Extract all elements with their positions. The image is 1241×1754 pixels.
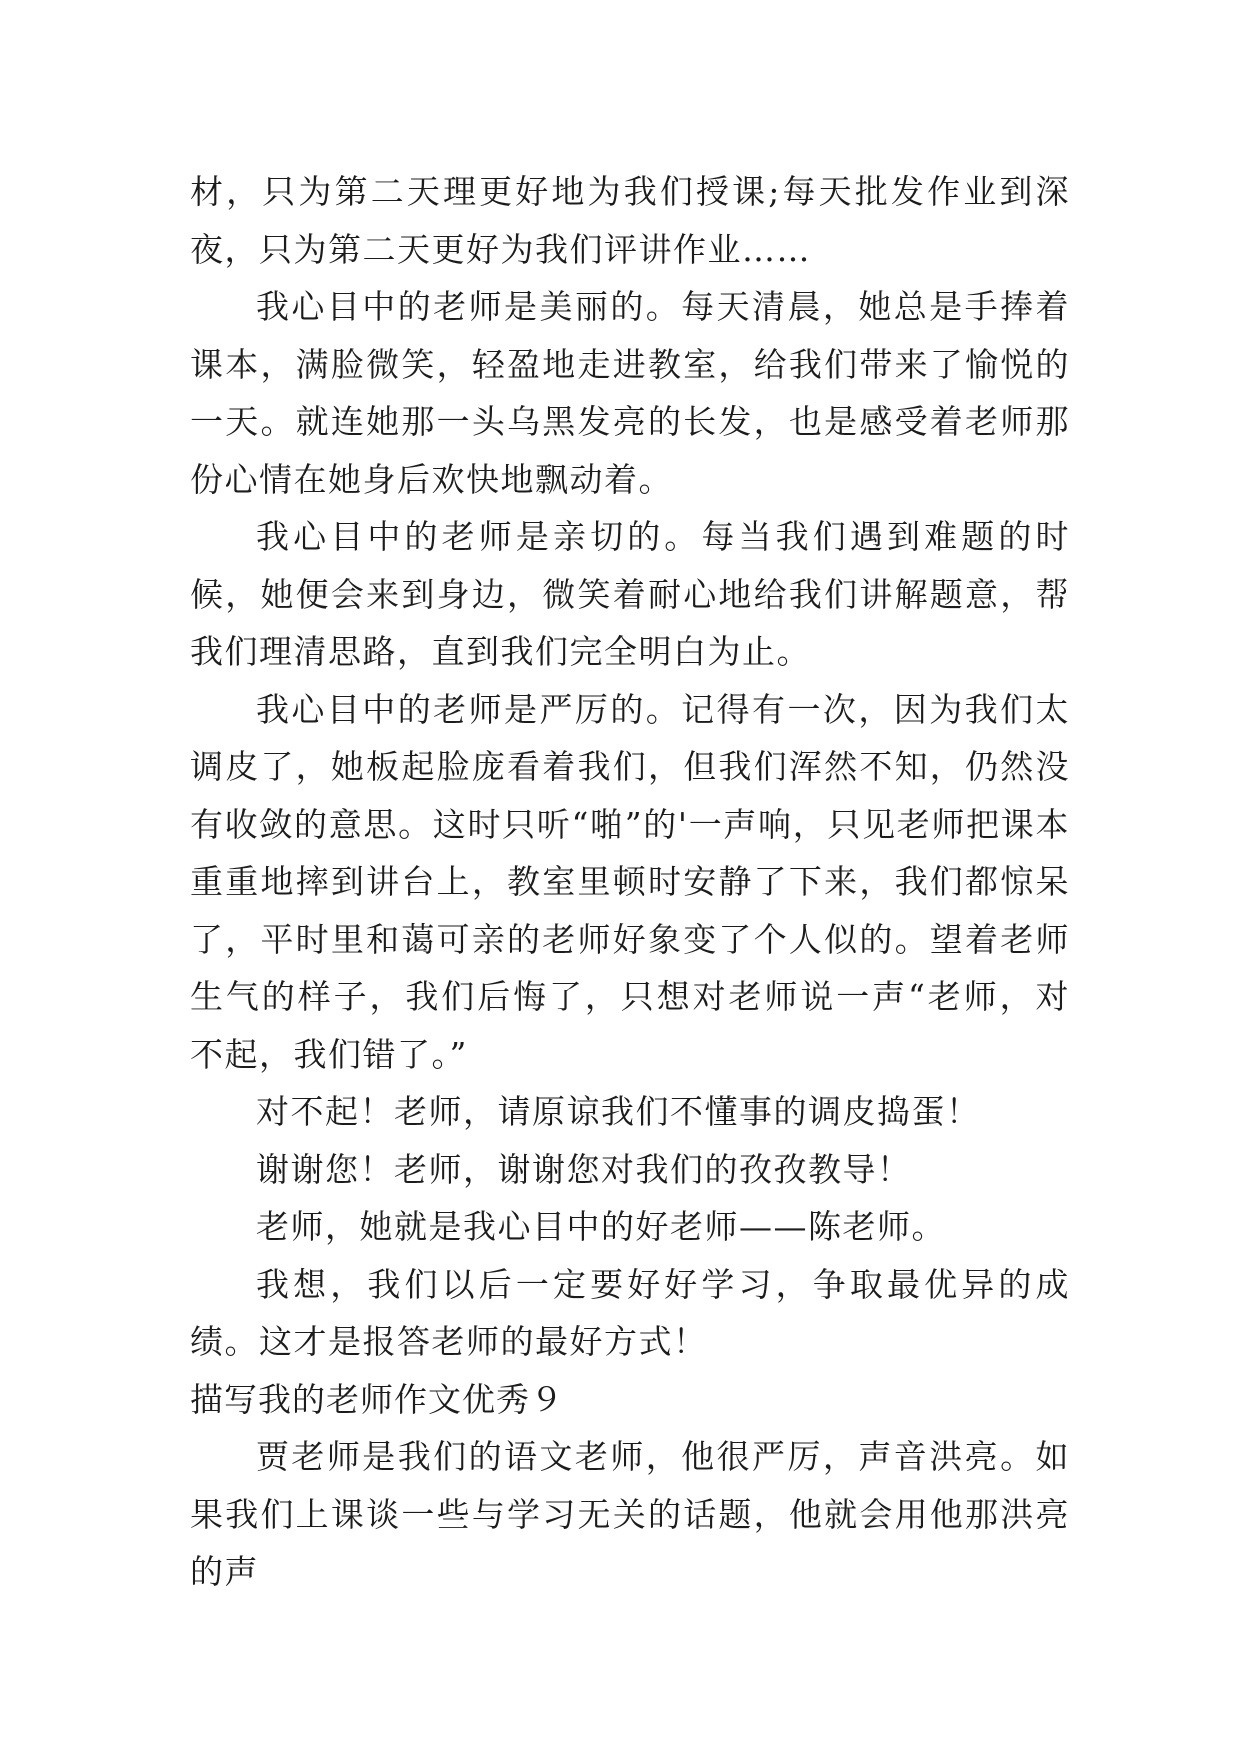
- paragraph-apology: 对不起！老师，请原谅我们不懂事的调皮捣蛋！: [256, 1092, 981, 1131]
- paragraph-continuation: 材，只为第二天理更好地为我们授课;每天批发作业到深夜，只为第二天更好为我们评讲作业……: [190, 172, 1070, 269]
- paragraph-kind-teacher: 我心目中的老师是亲切的。每当我们遇到难题的时候，她便会来到身边，微笑着耐心地给我们讲解题意，帮我们理清思路，直到我们完全明白为止。: [190, 517, 1070, 671]
- paragraph-strict-teacher: 我心目中的老师是严厉的。记得有一次，因为我们太调皮了，她板起脸庞看着我们，但我们浑然不知，仍然没有收敛的意思。这时只听“啪”的'一声响，只见老师把课本重重地摔到讲台上，教室里顿时安静了下来，我们都惊呆了，平时里和蔼可亲的老师好象变了个人似的。望着老师生气的样子，我们后悔了，只想对老师说一声“老师，对不起，我们错了。”: [190, 689, 1070, 1074]
- section-heading: 描写我的老师作文优秀９: [190, 1379, 564, 1419]
- paragraph-thanks: 谢谢您！老师，谢谢您对我们的孜孜教导！: [256, 1149, 912, 1189]
- paragraph-conclusion: 我想，我们以后一定要好好学习，争取最优异的成绩。这才是报答老师的最好方式！: [190, 1264, 1070, 1361]
- document-body: [190, 163, 1070, 1601]
- paragraph-teacher-jia: 贾老师是我们的语文老师，他很严厉，声音洪亮。如果我们上课谈一些与学习无关的话题，他就会用他那洪亮的声: [190, 1437, 1070, 1591]
- paragraph-teacher-chen: 老师，她就是我心目中的好老师——陈老师。: [256, 1207, 946, 1246]
- paragraph-beautiful-teacher: 我心目中的老师是美丽的。每天清晨，她总是手捧着课本，满脸微笑，轻盈地走进教室，给我们带来了愉悦的一天。就连她那一头乌黑发亮的长发，也是感受着老师那份心情在她身后欢快地飘动着。: [190, 287, 1070, 499]
